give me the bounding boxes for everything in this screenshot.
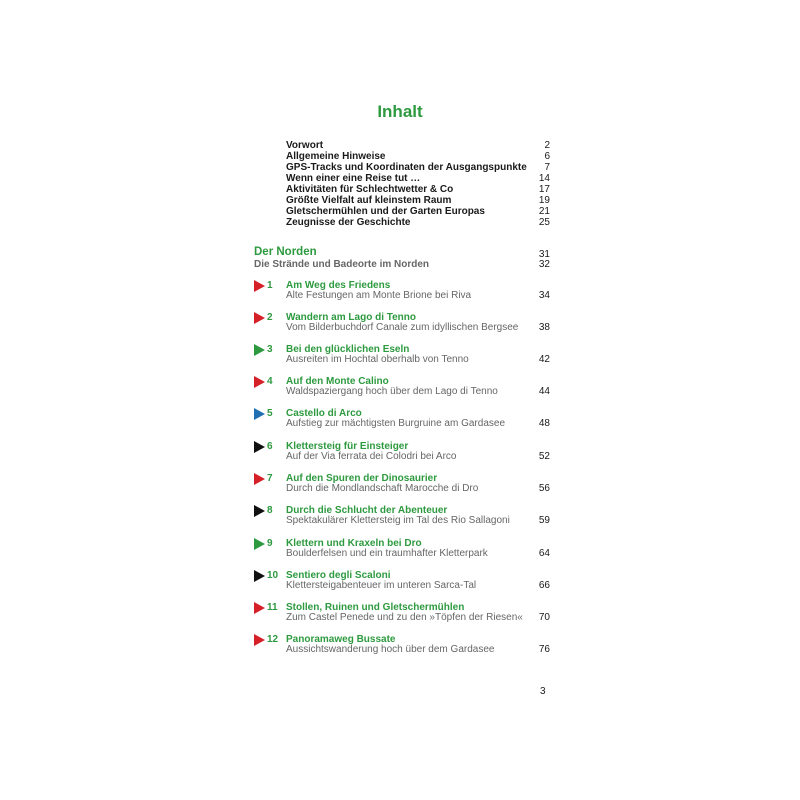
triangle-marker-icon	[254, 312, 265, 324]
tour-item	[254, 504, 550, 534]
tour-item	[254, 279, 550, 309]
intro-item-page: 14	[538, 173, 550, 184]
intro-item-label: Zeugnisse der Geschichte	[286, 217, 411, 228]
intro-item-page: 7	[544, 162, 550, 173]
intro-item-page: 21	[538, 206, 550, 217]
tour-number: 6	[267, 441, 273, 452]
tour-page: 66	[538, 580, 550, 591]
tour-subtitle: Boulderfelsen und ein traumhafter Kletterpark	[286, 548, 488, 559]
tour-number: 1	[267, 280, 273, 291]
page-title: Inhalt	[377, 102, 423, 121]
triangle-marker-icon	[254, 505, 265, 517]
triangle-marker-icon	[254, 280, 265, 292]
tour-item	[254, 440, 550, 470]
tour-page: 70	[538, 612, 550, 623]
intro-item	[286, 173, 550, 184]
intro-item	[286, 140, 550, 151]
tour-number: 11	[267, 602, 278, 613]
intro-item-page: 6	[544, 151, 550, 162]
intro-item-page: 2	[544, 140, 550, 151]
tour-subtitle: Klettersteigabenteuer im unteren Sarca-Tal	[286, 580, 477, 591]
intro-item	[286, 195, 550, 206]
tour-subtitle: Waldspaziergang hoch über dem Lago di Tenno	[286, 386, 498, 397]
tour-subtitle: Alte Festungen am Monte Brione bei Riva	[286, 290, 472, 301]
tour-subtitle: Durch die Mondlandschaft Marocche di Dro	[286, 483, 479, 494]
section-title-page: 31	[538, 249, 550, 260]
intro-item-label: Allgemeine Hinweise	[286, 151, 386, 162]
tour-subtitle: Zum Castel Penede und zu den »Töpfen der Riesen«	[286, 612, 523, 623]
intro-item	[286, 151, 550, 162]
tour-title: Stollen, Ruinen und Gletschermühlen	[286, 602, 465, 613]
section-subtitle	[254, 259, 550, 271]
intro-item	[286, 206, 550, 217]
tour-subtitle: Spektakulärer Klettersteig im Tal des Rio Sallagoni	[286, 515, 510, 526]
tour-title: Auf den Spuren der Dinosaurier	[286, 473, 438, 484]
triangle-marker-icon	[254, 473, 265, 485]
tour-title: Castello di Arco	[286, 408, 362, 419]
intro-item	[286, 162, 550, 173]
intro-item-page: 25	[538, 217, 550, 228]
tour-page: 56	[538, 483, 550, 494]
intro-item-label: Größte Vielfalt auf kleinstem Raum	[286, 195, 452, 206]
section-header	[254, 246, 550, 271]
tour-title: Durch die Schlucht der Abenteuer	[286, 505, 448, 516]
tour-number: 2	[267, 312, 273, 323]
tour-item	[254, 601, 550, 631]
tour-item	[254, 633, 550, 663]
triangle-marker-icon	[254, 634, 265, 646]
tour-page: 42	[538, 354, 550, 365]
tour-title: Klettersteig für Einsteiger	[286, 441, 409, 452]
tour-page: 48	[538, 418, 550, 429]
section-subtitle-text: Die Strände und Badeorte im Norden	[254, 259, 430, 270]
triangle-marker-icon	[254, 602, 265, 614]
intro-item-label: Aktivitäten für Schlechtwetter & Co	[286, 184, 454, 195]
section-subtitle-page: 32	[538, 259, 550, 270]
tour-number: 12	[267, 634, 279, 645]
tour-subtitle: Auf der Via ferrata dei Colodri bei Arco	[286, 451, 457, 462]
triangle-marker-icon	[254, 570, 265, 582]
triangle-marker-icon	[254, 538, 265, 550]
tour-title: Sentiero degli Scaloni	[286, 570, 391, 581]
intro-item-page: 17	[538, 184, 550, 195]
tour-title: Klettern und Kraxeln bei Dro	[286, 538, 422, 549]
page-number: 3	[540, 686, 546, 697]
intro-item	[286, 217, 550, 228]
tour-number: 10	[267, 570, 279, 581]
triangle-marker-icon	[254, 408, 265, 420]
tour-title: Wandern am Lago di Tenno	[286, 312, 416, 323]
tour-item	[254, 472, 550, 502]
tour-item	[254, 537, 550, 567]
section-title-text: Der Norden	[254, 246, 317, 258]
triangle-marker-icon	[254, 344, 265, 356]
intro-item	[286, 184, 550, 195]
tour-number: 8	[267, 505, 273, 516]
tour-item	[254, 569, 550, 599]
tour-subtitle: Aussichtswanderung hoch über dem Gardasee	[286, 644, 495, 655]
tour-subtitle: Ausreiten im Hochtal oberhalb von Tenno	[286, 354, 469, 365]
intro-item-label: Gletschermühlen und der Garten Europas	[286, 206, 485, 217]
intro-item-label: Vorwort	[286, 140, 324, 151]
tour-subtitle: Vom Bilderbuchdorf Canale zum idyllischen Bergsee	[286, 322, 519, 333]
intro-item-label: GPS-Tracks und Koordinaten der Ausgangspunkte	[286, 162, 527, 173]
tour-title: Am Weg des Friedens	[286, 280, 391, 291]
tour-number: 9	[267, 538, 273, 549]
triangle-marker-icon	[254, 441, 265, 453]
intro-item-page: 19	[538, 195, 550, 206]
tour-number: 4	[267, 376, 273, 387]
tour-item	[254, 311, 550, 341]
tour-page: 64	[538, 548, 550, 559]
triangle-marker-icon	[254, 376, 265, 388]
tour-page: 59	[538, 515, 550, 526]
tour-number: 5	[267, 408, 273, 419]
intro-list	[286, 140, 550, 228]
tour-page: 34	[538, 290, 550, 301]
tour-number: 3	[267, 344, 273, 355]
tour-title: Bei den glücklichen Eseln	[286, 344, 410, 355]
tour-item	[254, 375, 550, 405]
tour-item	[254, 343, 550, 373]
section-title	[254, 246, 550, 259]
tour-page: 38	[538, 322, 550, 333]
tour-number: 7	[267, 473, 273, 484]
tour-page: 52	[538, 451, 550, 462]
tour-title: Auf den Monte Calino	[286, 376, 389, 387]
intro-item-label: Wenn einer eine Reise tut …	[286, 173, 421, 184]
tour-title: Panoramaweg Bussate	[286, 634, 396, 645]
tour-subtitle: Aufstieg zur mächtigsten Burgruine am Gardasee	[286, 418, 505, 429]
tour-page: 44	[538, 386, 550, 397]
tour-item	[254, 407, 550, 437]
tour-page: 76	[538, 644, 550, 655]
